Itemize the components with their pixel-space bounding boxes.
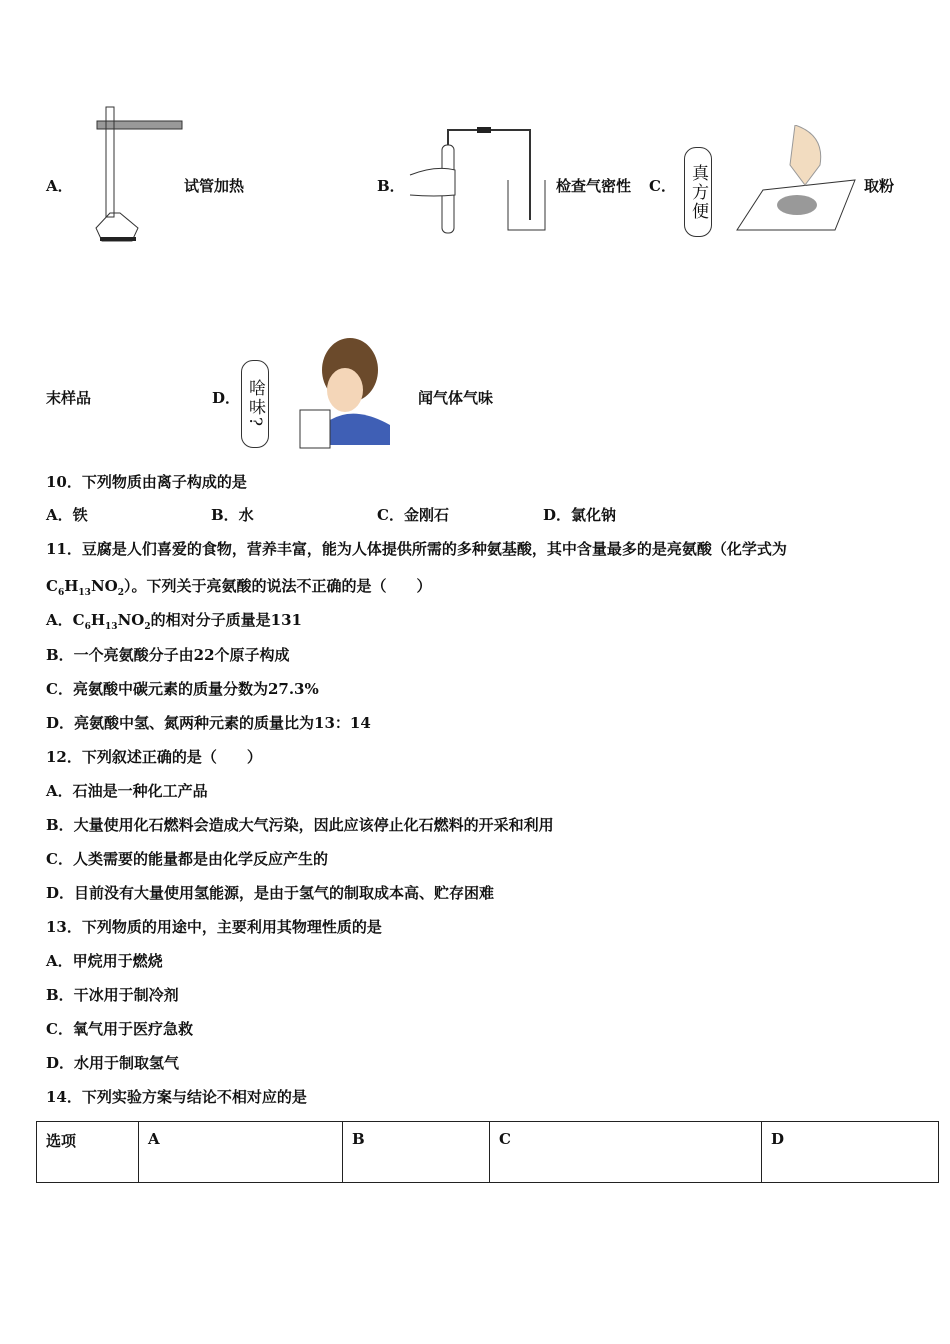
option-d-label: D． bbox=[212, 389, 241, 407]
q11-stem-line2: $C_6H_{13}NO_2$）。下列关于亮氨酸的说法不正确的是（ ） bbox=[46, 577, 432, 598]
option-b-text: 检查气密性 bbox=[556, 177, 632, 195]
q10-option-c: C．金刚石 bbox=[377, 506, 449, 524]
q13-option-d: D．水用于制取氢气 bbox=[46, 1054, 180, 1072]
q11-option-c: C．亮氨酸中碳元素的质量分数为27.3% bbox=[46, 680, 319, 698]
q10-option-a: A．铁 bbox=[46, 506, 88, 524]
option-c-text-part2: 末样品 bbox=[46, 389, 92, 407]
header-b: B bbox=[343, 1122, 490, 1183]
header-a: A bbox=[139, 1122, 343, 1183]
option-c-text-part1: 取粉 bbox=[864, 177, 895, 195]
option-a-label: A． bbox=[46, 177, 73, 195]
q12-option-a: A．石油是一种化工产品 bbox=[46, 782, 208, 800]
q13-stem: 13．下列物质的用途中，主要利用其物理性质的是 bbox=[46, 918, 382, 936]
q11-option-a: A．$C_6H_{13}NO_2$的相对分子质量是131 bbox=[46, 611, 302, 632]
q13-option-c: C．氧气用于医疗急救 bbox=[46, 1020, 193, 1038]
q11-stem-line1: 11．豆腐是人们喜爱的食物，营养丰富，能为人体提供所需的多种氨基酸，其中含量最多的是亮氨酸（化学式为 bbox=[46, 540, 787, 558]
q11-option-b: B．一个亮氨酸分子由22个原子构成 bbox=[46, 646, 290, 664]
q12-option-d: D．目前没有大量使用氢能源，是由于氢气的制取成本高、贮存困难 bbox=[46, 884, 495, 902]
test-tube-heating-figure bbox=[92, 103, 184, 243]
q10-option-d: D．氯化钠 bbox=[543, 506, 617, 524]
q13-option-b: B．干冰用于制冷剂 bbox=[46, 986, 179, 1004]
table-header-row bbox=[37, 1122, 939, 1183]
speech-bubble-what-smell: 啥味? bbox=[241, 360, 269, 448]
header-d: D bbox=[762, 1122, 939, 1183]
option-d-text: 闻气体气味 bbox=[418, 389, 494, 407]
option-b-label: B． bbox=[377, 177, 405, 195]
q12-option-b: B．大量使用化石燃料会造成大气污染，因此应该停止化石燃料的开采和利用 bbox=[46, 816, 554, 834]
q14-stem: 14．下列实验方案与结论不相对应的是 bbox=[46, 1088, 307, 1106]
header-option: 选项 bbox=[37, 1122, 139, 1183]
q11-option-d: D．亮氨酸中氢、氮两种元素的质量比为13：14 bbox=[46, 714, 371, 732]
q12-option-c: C．人类需要的能量都是由化学反应产生的 bbox=[46, 850, 328, 868]
airtightness-check-figure bbox=[405, 125, 555, 235]
q10-stem: 10．下列物质由离子构成的是 bbox=[46, 473, 247, 491]
header-c: C bbox=[490, 1122, 762, 1183]
q14-table bbox=[36, 1121, 939, 1183]
q10-option-b: B．水 bbox=[211, 506, 254, 524]
q12-stem: 12．下列叙述正确的是（ ） bbox=[46, 748, 262, 766]
option-c-label: C． bbox=[649, 177, 676, 195]
q13-option-a: A．甲烷用于燃烧 bbox=[46, 952, 163, 970]
powder-sampling-figure bbox=[735, 125, 860, 233]
smelling-gas-figure bbox=[295, 335, 395, 450]
speech-bubble-convenient: 真方便 bbox=[684, 147, 712, 237]
option-a-text: 试管加热 bbox=[184, 177, 245, 195]
